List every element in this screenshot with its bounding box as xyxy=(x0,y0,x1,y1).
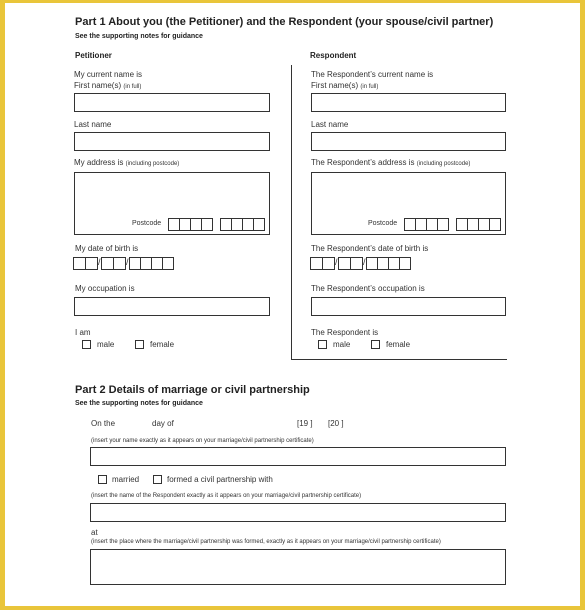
petitioner-first-names-field[interactable] xyxy=(74,93,270,112)
petitioner-dob-year[interactable] xyxy=(130,257,174,270)
petitioner-current-name-label: My current name is xyxy=(74,70,143,79)
insert-respondent-hint: (insert the name of the Respondent exactly as it appears on your marriage/civil partnership certificate) xyxy=(91,493,362,499)
respondent-dob-day[interactable] xyxy=(311,257,335,270)
petitioner-female-label: female xyxy=(150,340,175,349)
respondent-first-names-field[interactable] xyxy=(311,93,506,112)
petitioner-last-name-label: Last name xyxy=(74,120,112,129)
respondent-occupation-field[interactable] xyxy=(311,297,506,316)
civil-partnership-label: formed a civil partnership with xyxy=(167,475,273,484)
respondent-last-name-field[interactable] xyxy=(311,132,506,151)
respondent-female-label: female xyxy=(386,340,411,349)
respondent-last-name-label: Last name xyxy=(311,120,349,129)
respondent-heading: Respondent xyxy=(310,51,357,60)
petitioner-i-am-label: I am xyxy=(75,328,91,337)
respondent-occupation-label: The Respondent’s occupation is xyxy=(311,284,425,293)
petitioner-male-checkbox[interactable] xyxy=(82,340,91,349)
part1-bottom-rule xyxy=(291,359,507,360)
part2-note: See the supporting notes for guidance xyxy=(75,400,203,407)
petitioner-postcode-label: Postcode xyxy=(132,220,162,227)
respondent-male-checkbox[interactable] xyxy=(318,340,327,349)
on-the-label: On the xyxy=(91,419,116,428)
at-label: at xyxy=(91,528,98,537)
day-of-label: day of xyxy=(152,419,174,428)
petitioner-dob-month[interactable] xyxy=(102,257,126,270)
place-field[interactable] xyxy=(90,549,506,585)
petitioner-occupation-field[interactable] xyxy=(74,297,270,316)
part1-note: See the supporting notes for guidance xyxy=(75,33,203,40)
married-checkbox[interactable] xyxy=(98,475,107,484)
petitioner-name-field[interactable] xyxy=(90,447,506,466)
respondent-address-label: The Respondent’s address is (including postcode) xyxy=(311,158,471,167)
respondent-name-field[interactable] xyxy=(90,503,506,522)
petitioner-first-names-label: First name(s) (in full) xyxy=(74,81,142,90)
petitioner-male-label: male xyxy=(97,340,115,349)
petitioner-dob-sep1: / xyxy=(98,257,101,267)
respondent-current-name-label: The Respondent’s current name is xyxy=(311,70,434,79)
petitioner-postcode-outward[interactable] xyxy=(169,218,213,231)
respondent-dob-sep2: / xyxy=(363,257,366,267)
insert-place-hint: (insert the place where the marriage/civil partnership was formed, exactly as it appears on your marriage/civil partnership certificate) xyxy=(91,539,441,545)
petitioner-address-label: My address is (including postcode) xyxy=(74,158,180,167)
petitioner-female-checkbox[interactable] xyxy=(135,340,144,349)
insert-name-hint: (insert your name exactly as it appears on your marriage/civil partnership certificate) xyxy=(91,438,314,444)
year-20-label: [20 ] xyxy=(328,419,344,428)
respondent-dob-sep1: / xyxy=(335,257,338,267)
petitioner-heading: Petitioner xyxy=(75,51,112,60)
respondent-dob-year[interactable] xyxy=(367,257,411,270)
column-divider xyxy=(291,65,292,359)
form-page xyxy=(5,3,580,606)
respondent-postcode-outward[interactable] xyxy=(405,218,449,231)
married-label: married xyxy=(112,475,140,484)
respondent-dob-label: The Respondent’s date of birth is xyxy=(311,244,429,253)
civil-partnership-checkbox[interactable] xyxy=(153,475,162,484)
petitioner-dob-sep2: / xyxy=(126,257,129,267)
respondent-postcode-label: Postcode xyxy=(368,220,398,227)
respondent-postcode-inward[interactable] xyxy=(457,218,501,231)
petitioner-postcode-inward[interactable] xyxy=(221,218,265,231)
petitioner-last-name-field[interactable] xyxy=(74,132,270,151)
respondent-male-label: male xyxy=(333,340,351,349)
petitioner-occupation-label: My occupation is xyxy=(75,284,135,293)
year-19-label: [19 ] xyxy=(297,419,313,428)
petitioner-dob-label: My date of birth is xyxy=(75,244,139,253)
respondent-female-checkbox[interactable] xyxy=(371,340,380,349)
respondent-first-names-label: First name(s) (in full) xyxy=(311,81,379,90)
part2-title: Part 2 Details of marriage or civil partnership xyxy=(75,384,310,396)
respondent-dob-month[interactable] xyxy=(339,257,363,270)
respondent-is-label: The Respondent is xyxy=(311,328,379,337)
petitioner-dob-day[interactable] xyxy=(74,257,98,270)
part1-title: Part 1 About you (the Petitioner) and the Respondent (your spouse/civil partner) xyxy=(75,16,494,28)
